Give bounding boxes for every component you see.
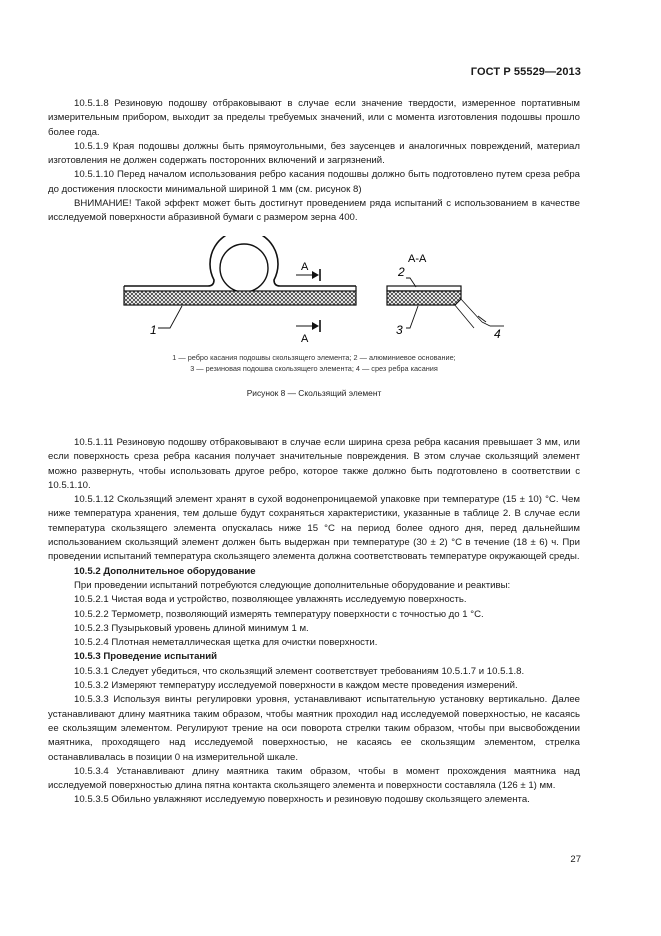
paragraph: 10.5.2.2 Термометр, позволяющий измерять температуру поверхности с точностью до 1 °С. [74, 608, 484, 620]
paragraph: 10.5.2.4 Плотная неметаллическая щетка для очистки поверхности. [74, 637, 378, 649]
callout-3: 3 [396, 323, 403, 337]
figure-title: Рисунок 8 — Скользящий элемент [246, 388, 382, 398]
paragraph: При проведении испытаний потребуются следующие дополнительные оборудование и реактивы: [74, 579, 511, 591]
paragraph: 10.5.2.3 Пузырьковый уровень длиной минимум 1 м. [74, 622, 309, 634]
paragraph: 10.5.3.5 Обильно увлажняют исследуемую поверхность и резиновую подошву скользящего элемента. [74, 794, 530, 806]
paragraph: 10.5.3.2 Измеряют температуру исследуемой поверхности в каждом месте проведения измерений. [74, 680, 518, 692]
paragraph: 10.5.1.8 Резиновую подошву отбраковывают в случае если значение твердости, измеренное портативным измерительным прибором, выходит за пределы требуемых значений, или с момента изготовления подошвы прошло более года. [48, 98, 580, 138]
paragraph: 10.5.1.12 Скользящий элемент хранят в сухой водонепроницаемой упаковке при температуре (15 ± 10) °С. Чем ниже температура хранения, тем дольше будут сохраняться характеристики, указанные в таблице 2. В случае если температура скользящего элемента опускалась ниже 15 °С на период более одного дня, перед дальнейшим использованием скользящий элемент должен быть выдержан при температуре (30 ± 2) °С в течение (18 ± 6) ч. При проведении испытаний температура скользящего элемента должна соответствовать температуре окружающей среды. [48, 494, 580, 563]
section-view [387, 253, 504, 341]
paragraph: 10.5.1.9 Края подошвы должны быть прямоугольными, без заусенцев и аналогичных повреждений, материал изготовления не должен содержать посторонних включений и загрязнений. [48, 140, 580, 167]
callout-2: 2 [398, 265, 405, 279]
legend-line: 1 — ребро касания подошвы скользящего элемента; 2 — алюминиевое основание; [172, 353, 456, 362]
hinge-hole [220, 244, 268, 292]
legend-line: 3 — резиновая подошва скользящего элемента; 4 — срез ребра касания [190, 363, 438, 373]
paragraph: 10.5.3.3 Используя винты регулировки уровня, устанавливают испытательную установку вертикально. Далее устанавливают длину маятника таким образом, чтобы маятник проходил над исследуемой поверхностью, не касаясь ее скользящим элементом. Регулируют трение на оси поворота стрелки таким образом, чтобы при высвобождении маятника, проходящего над исследуемой поверхностью, не касаясь ее скользящим элементом, стрелка останавливалась в позиции 0 на измерительной шкале. [48, 694, 580, 763]
page-number: 27 [570, 854, 581, 865]
side-view [124, 236, 356, 345]
section-label: А-А [408, 253, 427, 265]
document-header: ГОСТ Р 55529—2013 [470, 66, 581, 78]
paragraph: 10.5.3.1 Следует убедиться, что скользящий элемент соответствует требованиям 10.5.1.7 и 10.5.1.8. [74, 665, 525, 677]
warning-paragraph: ВНИМАНИЕ! Такой эффект может быть достигнут проведением ряда испытаний с использованием в качестве исследуемой поверхности абразивной бумаги с размером зерна 400. [48, 198, 580, 224]
figure-legend [48, 353, 580, 374]
section-heading: 10.5.2 Дополнительное оборудование [74, 565, 256, 577]
rubber-sole [124, 291, 356, 305]
paragraph: 10.5.3.4 Устанавливают длину маятника таким образом, чтобы в момент прохождения маятника над исследуемой поверхностью длина пятна контакта скользящего элемента и поверхности составляла (126 ± 1) мм. [48, 765, 580, 792]
sliding-element-drawing [110, 236, 530, 356]
callout-4: 4 [494, 327, 501, 341]
rubber-sole-section [387, 291, 461, 305]
section-mark-bottom: А [301, 333, 309, 345]
text-block-top [48, 97, 580, 226]
paragraph: 10.5.2.1 Чистая вода и устройство, позволяющее увлажнять исследуемую поверхность. [74, 594, 467, 606]
aluminium-base-section [387, 286, 461, 291]
paragraph: 10.5.1.10 Перед началом использования ребро касания подошвы должно быть подготовлено путем среза ребра до достижения плоскости минимальной шириной 1 мм (см. рисунок 8) [48, 169, 580, 195]
section-heading: 10.5.3 Проведение испытаний [74, 651, 218, 663]
section-mark-top: А [301, 261, 309, 273]
text-block-bottom [48, 436, 580, 808]
callout-1: 1 [150, 323, 157, 337]
paragraph: 10.5.1.11 Резиновую подошву отбраковывают в случае если ширина среза ребра касания превышает 3 мм, или если поверхность среза ребра касания получает значительные повреждения. В этом случае скользящий элемент можно развернуть, чтобы использовать другое ребро, которое также должно быть подготовлено в соответствии с 10.5.1.10. [48, 437, 580, 491]
